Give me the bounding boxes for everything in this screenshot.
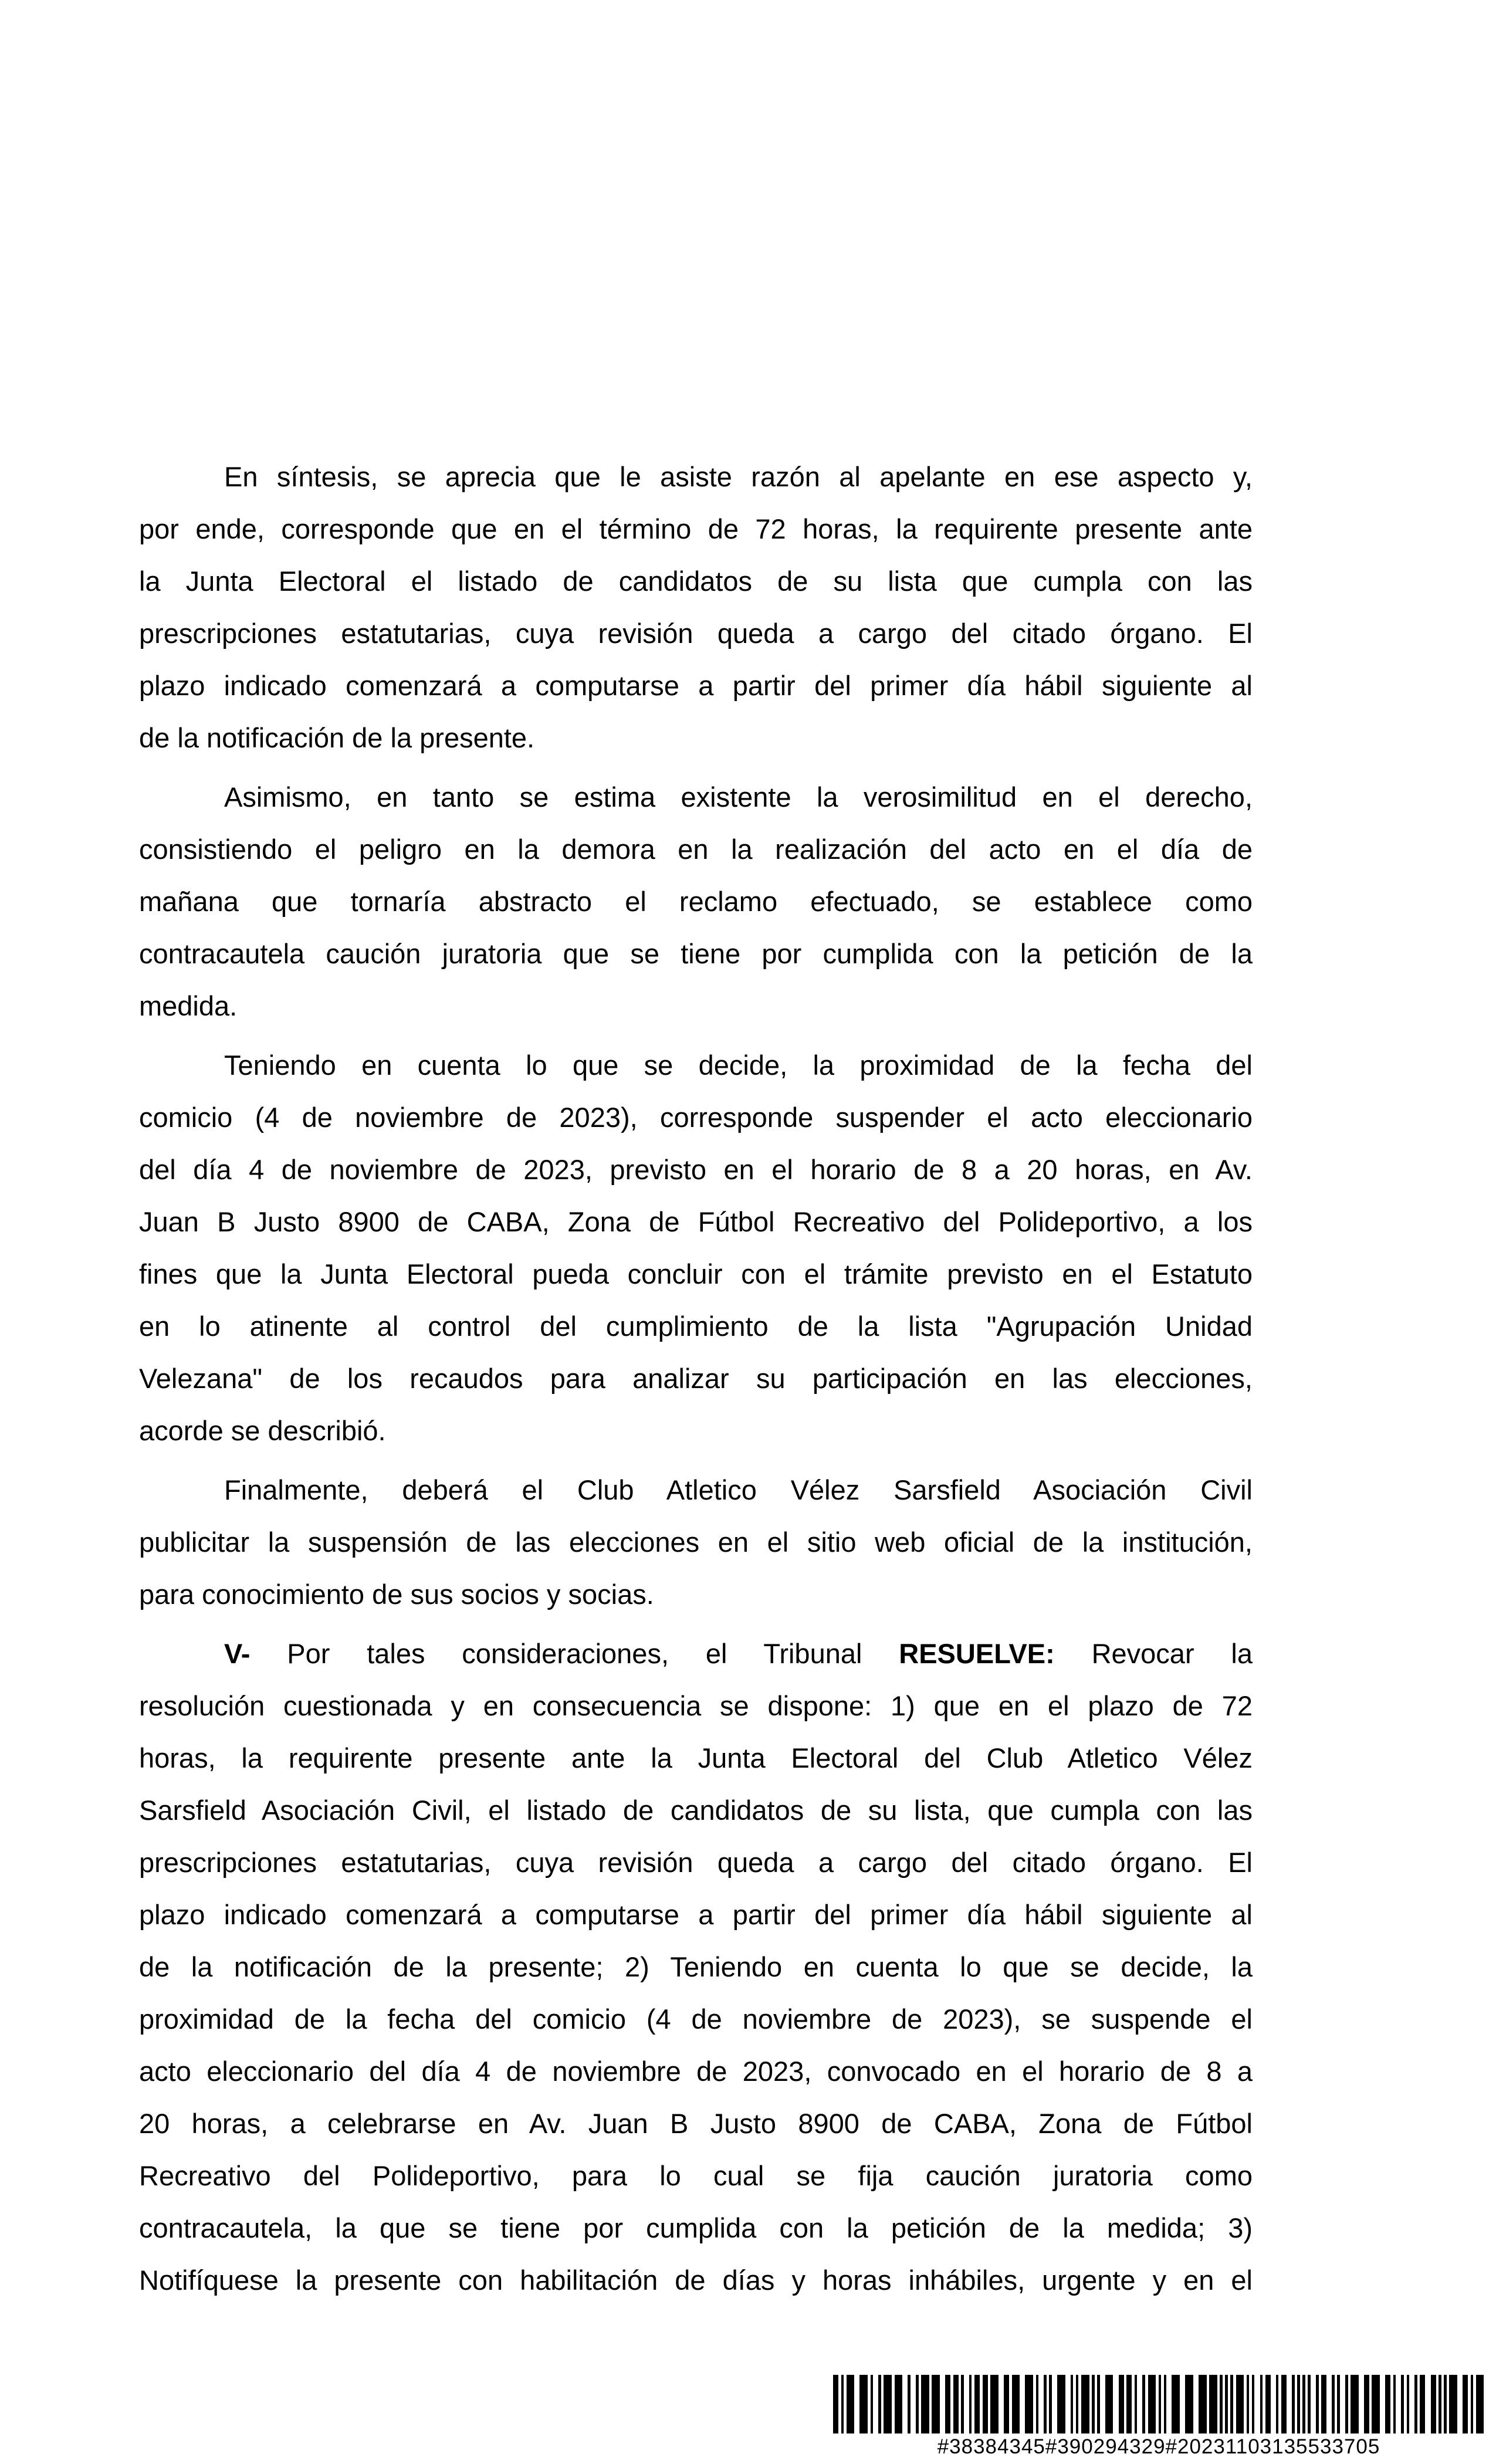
text-line	[139, 451, 1253, 503]
text-segment: del día 4 de noviembre de 2023, previsto en el horario de 8 a 20 horas, en Av.	[139, 1154, 1253, 1185]
barcode-bar	[1265, 2375, 1271, 2433]
barcode-gap	[1457, 2375, 1463, 2433]
text-segment: Por tales consideraciones, el Tribunal	[250, 1638, 899, 1669]
barcode-bar	[1372, 2375, 1380, 2433]
barcode-bar	[990, 2375, 999, 2433]
text-segment: resolución cuestionada y en consecuencia se dispone: 1) que en el plazo de 72	[139, 1690, 1253, 1721]
barcode-bar	[945, 2375, 950, 2433]
barcode	[833, 2375, 1484, 2459]
barcode-gap	[1052, 2375, 1057, 2433]
text-line	[139, 1732, 1253, 1784]
barcode-bars	[833, 2375, 1484, 2433]
text-segment: Teniendo en cuenta lo que se decide, la proximidad de la fecha del	[224, 1050, 1253, 1081]
text-line	[139, 1196, 1253, 1248]
barcode-bar	[1364, 2375, 1369, 2433]
text-segment: publicitar la suspensión de las elecciones en el sitio web oficial de la institución,	[139, 1527, 1253, 1558]
barcode-bar	[1126, 2375, 1132, 2433]
barcode-bar	[1351, 2375, 1359, 2433]
barcode-bar	[1199, 2375, 1207, 2433]
barcode-bar	[1236, 2375, 1244, 2433]
barcode-gap	[1254, 2375, 1260, 2433]
barcode-bar	[1476, 2375, 1484, 2433]
barcode-gap	[940, 2375, 945, 2433]
text-line	[139, 1836, 1253, 1888]
barcode-gap	[1137, 2375, 1142, 2433]
text-line	[139, 875, 1253, 928]
barcode-gap	[1396, 2375, 1401, 2433]
paragraph	[139, 1464, 1253, 1620]
text-segment: Recreativo del Polideportivo, para lo cual se fija caución juratoria como	[139, 2160, 1253, 2191]
barcode-gap	[1100, 2375, 1105, 2433]
text-line	[139, 2045, 1253, 2097]
text-line	[139, 1993, 1253, 2045]
barcode-gap	[911, 2375, 916, 2433]
barcode-bar	[1012, 2375, 1020, 2433]
text-segment: Finalmente, deberá el Club Atletico Vélez Sarsfield Asociación Civil	[224, 1474, 1253, 1505]
text-line	[139, 1464, 1253, 1516]
text-line	[139, 1784, 1253, 1836]
text-segment: Revocar la	[1054, 1638, 1253, 1669]
text-segment: para conocimiento de sus socios y socias.	[139, 1579, 654, 1610]
text-segment: consistiendo el peligro en la demora en la realización del acto en el día de	[139, 834, 1253, 865]
text-segment: en lo atinente al control del cumplimiento de la lista "Agrupación Unidad	[139, 1311, 1253, 1342]
barcode-gap	[1359, 2375, 1364, 2433]
barcode-gap	[1166, 2375, 1172, 2433]
barcode-gap	[1113, 2375, 1118, 2433]
bold-text-segment: V-	[224, 1638, 251, 1669]
text-line	[139, 1091, 1253, 1143]
text-line	[139, 2254, 1253, 2306]
text-line	[139, 2202, 1253, 2254]
text-line	[139, 823, 1253, 875]
barcode-bar	[1004, 2375, 1009, 2433]
barcode-bar	[1209, 2375, 1217, 2433]
text-segment: proximidad de la fecha del comicio (4 de noviembre de 2023), se suspende el	[139, 2003, 1253, 2035]
barcode-gap	[1020, 2375, 1025, 2433]
barcode-gap	[1409, 2375, 1414, 2433]
barcode-bar	[884, 2375, 892, 2433]
barcode-bar	[1420, 2375, 1425, 2433]
text-line	[139, 2150, 1253, 2202]
text-line	[139, 1516, 1253, 1568]
barcode-bar	[895, 2375, 903, 2433]
barcode-bar	[932, 2375, 940, 2433]
barcode-bar	[1119, 2375, 1124, 2433]
barcode-bar	[1321, 2375, 1326, 2433]
barcode-gap	[964, 2375, 969, 2433]
barcode-bar	[1081, 2375, 1089, 2433]
text-line	[139, 607, 1253, 659]
barcode-gap	[999, 2375, 1004, 2433]
text-segment: Velezana" de los recaudos para analizar su participación en las elecciones,	[139, 1363, 1253, 1394]
barcode-bar	[1431, 2375, 1436, 2433]
text-line	[139, 1248, 1253, 1300]
text-line	[139, 1888, 1253, 1941]
text-line	[139, 1680, 1253, 1732]
barcode-gap	[873, 2375, 878, 2433]
barcode-bar	[1281, 2375, 1287, 2433]
barcode-gap	[1287, 2375, 1292, 2433]
paragraph	[139, 1627, 1253, 2306]
barcode-gap	[902, 2375, 908, 2433]
text-line	[139, 1143, 1253, 1196]
text-line	[139, 1627, 1253, 1680]
text-line	[139, 2097, 1253, 2150]
text-line	[139, 1941, 1253, 1993]
barcode-bar	[833, 2375, 838, 2433]
barcode-gap	[1311, 2375, 1316, 2433]
text-segment: Juan B Justo 8900 de CABA, Zona de Fútbol Recreativo del Polideportivo, a los	[139, 1206, 1253, 1237]
barcode-bar	[921, 2375, 929, 2433]
text-segment: fines que la Junta Electoral pueda concluir con el trámite previsto en el Estatuto	[139, 1258, 1253, 1289]
bold-text-segment: RESUELVE:	[899, 1638, 1055, 1669]
text-segment: acorde se describió.	[139, 1415, 386, 1446]
barcode-bar	[1148, 2375, 1156, 2433]
barcode-bar	[953, 2375, 959, 2433]
barcode-bar	[983, 2375, 988, 2433]
barcode-bar	[1463, 2375, 1468, 2433]
text-segment: Notifíquese la presente con habilitación de días y horas inhábiles, urgente y en el	[139, 2265, 1253, 2296]
text-segment: comicio (4 de noviembre de 2023), corresponde suspender el acto eleccionario	[139, 1102, 1253, 1133]
barcode-bar	[974, 2375, 980, 2433]
barcode-bar	[1185, 2375, 1193, 2433]
barcode-bar	[847, 2375, 855, 2433]
text-segment: Sarsfield Asociación Civil, el listado de candidatos de su lista, que cumpla con las	[139, 1795, 1253, 1826]
text-segment: mañana que tornaría abstracto el reclamo efectuado, se establece como	[139, 886, 1253, 917]
paragraph	[139, 771, 1253, 1032]
text-line	[139, 1568, 1253, 1620]
text-line	[139, 1300, 1253, 1352]
barcode-gap	[1326, 2375, 1332, 2433]
barcode-gap	[854, 2375, 859, 2433]
document-text	[139, 451, 1253, 2313]
barcode-bar	[1449, 2375, 1457, 2433]
text-line	[139, 1404, 1253, 1457]
text-line	[139, 712, 1253, 764]
text-line	[139, 1352, 1253, 1404]
text-segment: acto eleccionario del día 4 de noviembre de 2023, convocado en el horario de 8 a	[139, 2056, 1253, 2087]
text-segment: contracautela, la que se tiene por cumplida con la petición de la medida; 3)	[139, 2212, 1253, 2243]
barcode-gap	[1271, 2375, 1276, 2433]
text-line	[139, 659, 1253, 712]
text-segment: medida.	[139, 990, 238, 1021]
text-segment: prescripciones estatutarias, cuya revisión queda a cargo del citado órgano. El	[139, 1847, 1253, 1878]
text-segment: de la notificación de la presente; 2) Teniendo en cuenta lo que se decide, la	[139, 1951, 1253, 1982]
barcode-gap	[1193, 2375, 1199, 2433]
text-segment: contracautela caución juratoria que se tiene por cumplida con la petición de la	[139, 938, 1253, 969]
barcode-bar	[1057, 2375, 1065, 2433]
text-segment: 20 horas, a celebrarse en Av. Juan B Justo 8900 de CABA, Zona de Fútbol	[139, 2108, 1253, 2139]
text-segment: horas, la requirente presente ante la Junta Electoral del Club Atletico Vélez	[139, 1742, 1253, 1773]
text-line	[139, 928, 1253, 980]
text-segment: de la notificación de la presente.	[139, 722, 535, 753]
barcode-bar	[1172, 2375, 1180, 2433]
barcode-value: #38384345#390294329#20231103135533705	[937, 2435, 1380, 2458]
text-segment: En síntesis, se aprecia que le asiste razón al apelante en ese aspecto y,	[224, 461, 1253, 492]
text-line	[139, 555, 1253, 607]
text-line	[139, 980, 1253, 1032]
text-line	[139, 1039, 1253, 1091]
text-segment: plazo indicado comenzará a computarse a partir del primer día hábil siguiente al	[139, 1899, 1253, 1930]
barcode-bar	[1025, 2375, 1033, 2433]
barcode-gap	[1380, 2375, 1385, 2433]
paragraph	[139, 451, 1253, 764]
text-line	[139, 503, 1253, 555]
text-segment: plazo indicado comenzará a computarse a partir del primer día hábil siguiente al	[139, 670, 1253, 701]
paragraph	[139, 1039, 1253, 1457]
text-segment: por ende, corresponde que en el término de 72 horas, la requirente presente ante	[139, 513, 1253, 544]
text-line	[139, 771, 1253, 823]
text-segment: prescripciones estatutarias, cuya revisión queda a cargo del citado órgano. El	[139, 618, 1253, 649]
barcode-bar	[1385, 2375, 1390, 2433]
barcode-gap	[1340, 2375, 1345, 2433]
text-segment: la Junta Electoral el listado de candidatos de su lista que cumpla con las	[139, 566, 1253, 597]
barcode-gap	[1065, 2375, 1071, 2433]
text-segment: Asimismo, en tanto se estima existente la verosimilitud en el derecho,	[224, 781, 1253, 813]
barcode-gap	[1180, 2375, 1185, 2433]
barcode-bar	[1105, 2375, 1113, 2433]
barcode-bar	[859, 2375, 868, 2433]
barcode-gap	[1038, 2375, 1044, 2433]
barcode-gap	[1425, 2375, 1430, 2433]
